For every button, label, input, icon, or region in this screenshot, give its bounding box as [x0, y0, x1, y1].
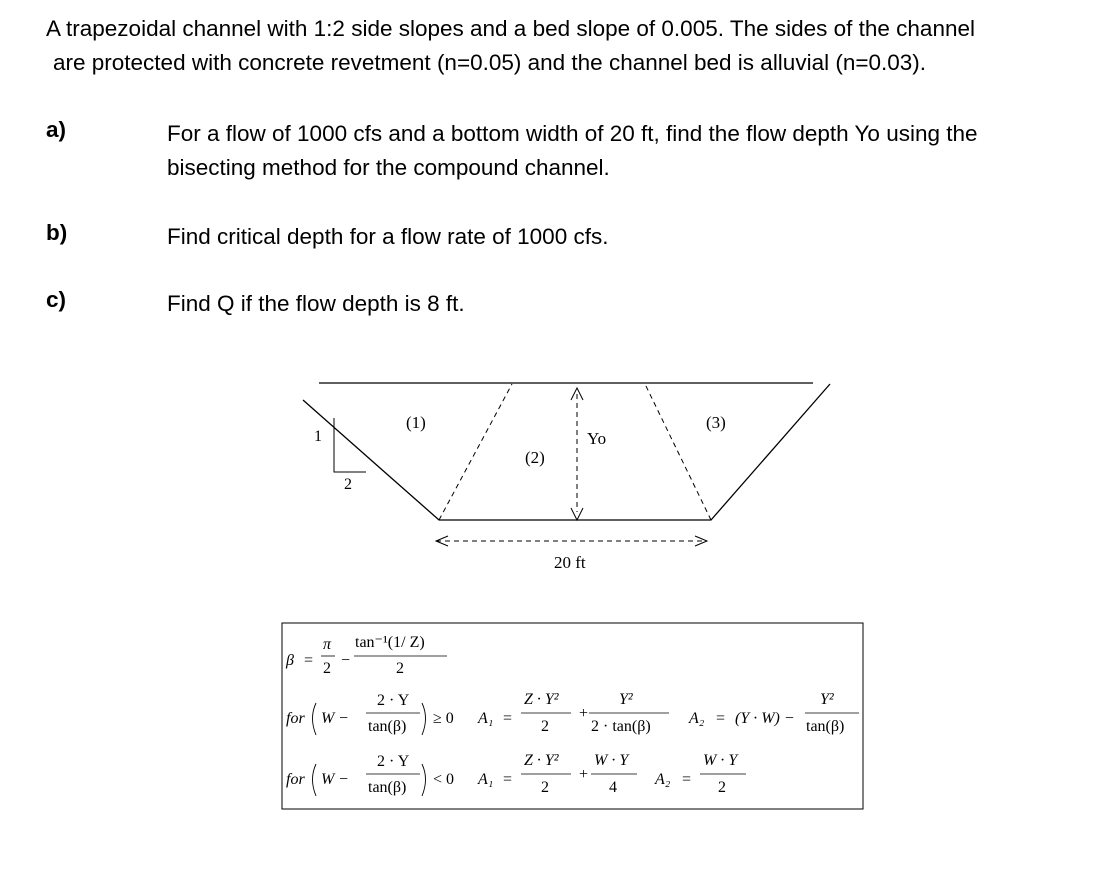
arctan-numerator: tan⁻¹(1/ Z) [355, 634, 425, 651]
row2-2Y: 2 · Y [377, 753, 410, 770]
row1-minus: − [339, 710, 349, 727]
row1-paren-left [313, 703, 317, 735]
row2-WY: W · Y [594, 752, 629, 769]
row1-A2-Y2: Y² [820, 691, 834, 708]
row2-WY-den: 4 [609, 779, 617, 796]
row2-paren-left [313, 764, 317, 796]
section-2-label: (2) [525, 448, 545, 467]
row2-A2-eq: = [682, 771, 692, 788]
row2-W: W [321, 771, 335, 788]
row2-paren-right [422, 764, 426, 796]
row1-paren-right [422, 703, 426, 735]
row1-A1: A₁ [478, 710, 494, 727]
row1-2Y: 2 · Y [377, 692, 410, 709]
row1-A2-tanB: tan(β) [806, 718, 845, 735]
row1-ZY2: Z · Y² [524, 691, 559, 708]
slope-run-label: 2 [344, 476, 352, 493]
part-a-letter: a) [46, 117, 67, 142]
row2-A2-WY: W · Y [703, 752, 738, 769]
part-a-line-2: bisecting method for the compound channel. [167, 155, 610, 180]
condition-row-1 [286, 691, 859, 735]
part-a-line-1: For a flow of 1000 cfs and a bottom width of 20 ft, find the flow depth Yo using the [167, 121, 978, 146]
row2-A2-den: 2 [718, 779, 726, 796]
row2-A1: A₁ [478, 771, 494, 788]
row1-W: W [321, 710, 335, 727]
row2-for: for [286, 771, 305, 788]
row1-ge0: ≥ 0 [433, 710, 454, 727]
row2-ZY2: Z · Y² [524, 752, 559, 769]
channel-outline [303, 384, 830, 520]
intro-line-2: are protected with concrete revetment (n=0.05) and the channel bed is alluvial (n=0.03). [53, 50, 927, 75]
row2-ZY2-den: 2 [541, 779, 549, 796]
row2-minus: − [339, 771, 349, 788]
beta-equation [285, 634, 447, 677]
row2-tanB: tan(β) [368, 779, 407, 796]
depth-arrow-down [571, 508, 583, 520]
row1-2tanB: 2 · tan(β) [591, 718, 651, 735]
part-b-text: Find critical depth for a flow rate of 1000 cfs. [167, 224, 609, 249]
row1-tanB: tan(β) [368, 718, 407, 735]
part-b-letter: b) [46, 220, 68, 245]
intro-line-1: A trapezoidal channel with 1:2 side slopes and a bed slope of 0.005. The sides of the channel [46, 16, 975, 41]
section-3-label: (3) [706, 413, 726, 432]
pi-symbol: π [323, 636, 332, 653]
row1-A1-eq: = [503, 710, 513, 727]
beta-symbol: β [286, 652, 294, 669]
slope-triangle [334, 418, 366, 472]
bisecting-line-right [645, 384, 711, 520]
beta-equals: = [304, 652, 314, 669]
condition-row-2 [286, 752, 746, 796]
row1-ZY2-den: 2 [541, 718, 549, 735]
bisecting-line-left [439, 384, 512, 520]
slope-rise-label: 1 [314, 428, 322, 445]
part-c-letter: c) [46, 287, 67, 312]
pi-denominator: 2 [323, 660, 331, 677]
depth-label: Yo [587, 429, 607, 448]
arctan-denominator: 2 [396, 660, 404, 677]
row1-A2-eq: = [716, 710, 726, 727]
row2-A2: A₂ [655, 771, 671, 788]
section-1-label: (1) [406, 413, 426, 432]
row1-for: for [286, 710, 305, 727]
width-label: 20 ft [554, 553, 586, 572]
row2-lt0: < 0 [433, 771, 455, 788]
row2-A1-eq: = [503, 771, 513, 788]
part-c-text: Find Q if the flow depth is 8 ft. [167, 291, 465, 316]
row2-plus: + [579, 766, 589, 783]
row1-plus: + [579, 705, 589, 722]
row1-Y2: Y² [619, 691, 633, 708]
beta-minus: − [341, 652, 351, 669]
row1-A2: A₂ [689, 710, 705, 727]
row1-YW: (Y · W) − [735, 710, 795, 727]
formula-box [282, 623, 863, 809]
